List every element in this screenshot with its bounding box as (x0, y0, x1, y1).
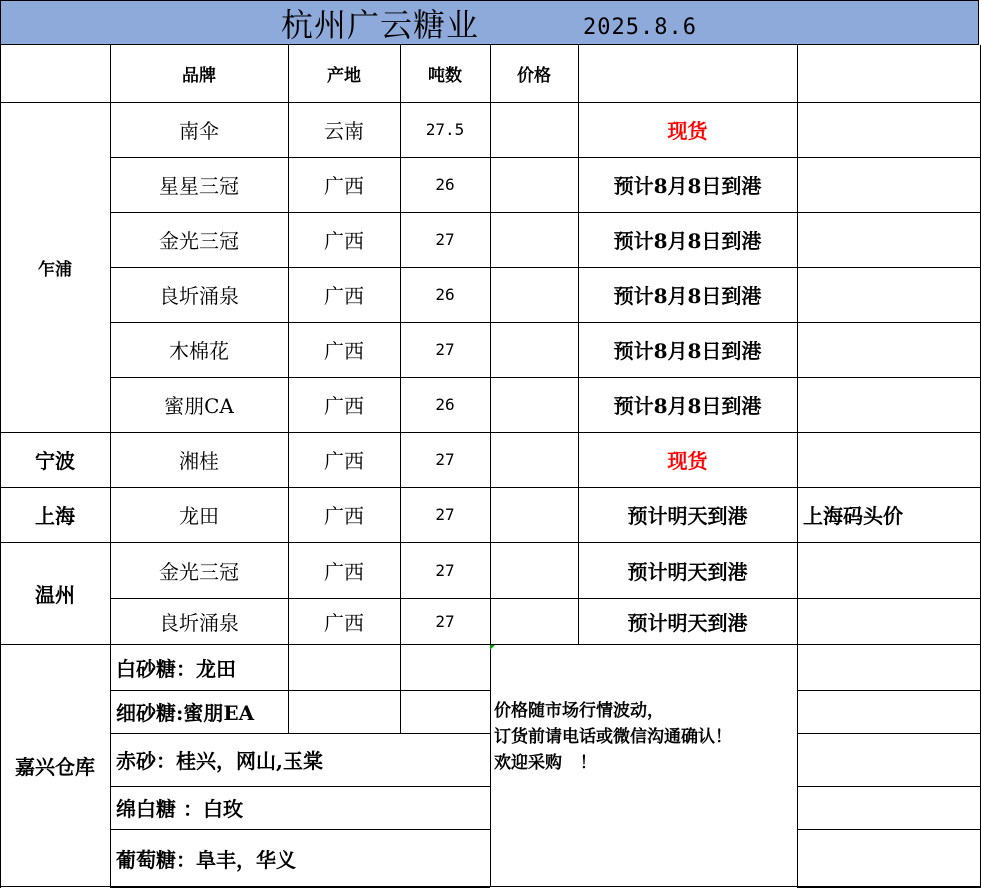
brand-cell: 木棉花 (169, 339, 229, 363)
warehouse-item: 葡萄糖：阜丰，华义 (116, 847, 296, 872)
grid-line (578, 487, 579, 542)
grid-line (578, 432, 579, 487)
status-cell: 预计明天到港 (627, 559, 748, 584)
grid-line (797, 829, 980, 830)
grid-line (578, 542, 579, 598)
grid-line (110, 45, 111, 102)
grid-line (110, 322, 111, 377)
grid-line (400, 45, 401, 102)
grid-line (490, 45, 491, 102)
grid-line (578, 157, 579, 212)
warehouse-item: 赤砂：桂兴，网山,玉棠 (116, 749, 323, 773)
grid-line (797, 212, 798, 267)
grid-line (110, 542, 111, 598)
origin-cell: 广西 (324, 229, 364, 253)
grid-line (110, 487, 111, 542)
grid-line (797, 733, 980, 734)
tons-cell: 27 (435, 230, 455, 249)
status-cell: 预计8月8日到港 (613, 229, 762, 253)
grid-line (400, 212, 401, 267)
tons-cell: 27 (435, 560, 455, 580)
header-brand: 品牌 (182, 66, 216, 86)
grid-line (288, 487, 289, 542)
origin-cell: 广西 (324, 449, 364, 473)
grid-line (490, 432, 491, 487)
warehouse-item: 白砂糖：龙田 (116, 656, 236, 681)
company-title: 杭州广云糖业 (281, 6, 480, 44)
header-price: 价格 (517, 66, 551, 86)
notice-text (494, 698, 732, 776)
origin-cell: 广西 (324, 284, 364, 308)
grid-line (110, 432, 111, 487)
status-cell: 现货 (667, 449, 708, 473)
grid-line (490, 487, 491, 542)
grid-line (578, 598, 579, 644)
tons-cell: 26 (435, 395, 455, 414)
brand-cell: 湘桂 (179, 449, 219, 473)
grid-line (578, 212, 579, 267)
notice-line: 价格随市场行情波动， (494, 701, 664, 721)
grid-line (288, 45, 289, 102)
brand-cell: 金光三冠 (159, 229, 239, 253)
grid-line (797, 644, 798, 887)
grid-line (400, 267, 401, 322)
grid-line (490, 212, 491, 267)
location-3: 温州 (35, 582, 75, 607)
notice-line: 订货前请电话或微信沟通确认！ (494, 727, 732, 747)
grid-line (578, 322, 579, 377)
grid-line (797, 157, 798, 212)
price-cell (490, 542, 578, 598)
grid-line (288, 598, 289, 644)
sheet-date: 2025.8.6 (583, 15, 697, 40)
grid-line (400, 102, 401, 157)
title-bar (0, 0, 979, 45)
grid-line (110, 212, 111, 267)
notice-line: 欢迎采购 ！ (494, 753, 597, 773)
status-cell: 预计明天到港 (627, 504, 748, 528)
grid-line (400, 690, 401, 733)
grid-line (797, 45, 798, 102)
status-cell: 预计8月8日到港 (613, 394, 762, 418)
grid-line (288, 690, 289, 733)
grid-line (288, 377, 289, 432)
remark-cell (797, 598, 980, 644)
brand-cell: 龙田 (179, 504, 219, 528)
grid-line (797, 542, 798, 598)
grid-line (288, 267, 289, 322)
grid-line (490, 644, 491, 887)
brand-cell: 金光三冠 (159, 559, 239, 584)
status-cell: 预计8月8日到港 (613, 174, 762, 198)
origin-cell: 广西 (324, 559, 364, 584)
grid-line (797, 377, 798, 432)
grid-line (400, 322, 401, 377)
price-cell (490, 432, 578, 487)
origin-cell: 广西 (324, 504, 364, 528)
brand-cell: 星星三冠 (159, 174, 239, 198)
price-cell (490, 487, 578, 542)
grid-line (797, 690, 980, 691)
grid-line (400, 644, 401, 690)
price-cell (490, 322, 578, 377)
status-cell: 现货 (667, 119, 708, 143)
warehouse-empty (288, 644, 400, 690)
grid-line (578, 45, 579, 102)
grid-line (797, 322, 798, 377)
grid-line (288, 644, 289, 690)
grid-line (578, 102, 579, 157)
remark-cell: 上海码头价 (803, 504, 903, 528)
grid-line (578, 377, 579, 432)
grid-line (578, 267, 579, 322)
grid-line (288, 432, 289, 487)
grid-line (400, 487, 401, 542)
origin-cell: 广西 (324, 610, 364, 635)
grid-line (0, 886, 980, 887)
grid-line (110, 157, 111, 212)
brand-cell: 南伞 (179, 119, 219, 143)
comment-marker-icon (490, 645, 495, 650)
status-cell: 预计8月8日到港 (613, 339, 762, 363)
location-2: 上海 (35, 504, 75, 528)
location-1: 宁波 (35, 449, 75, 473)
remark-cell (797, 322, 980, 377)
grid-line (490, 377, 491, 432)
grid-line (288, 102, 289, 157)
grid-line (490, 542, 491, 598)
tons-cell: 27.5 (425, 120, 465, 139)
location-warehouse: 嘉兴仓库 (15, 755, 95, 779)
grid-line (400, 542, 401, 598)
grid-line (400, 377, 401, 432)
origin-cell: 广西 (324, 174, 364, 198)
brand-cell: 良圻涌泉 (159, 284, 239, 308)
grid-line (490, 322, 491, 377)
tons-cell: 26 (435, 285, 455, 304)
brand-cell: 蜜朋CA (164, 394, 234, 418)
grid-line (110, 102, 111, 157)
grid-line (400, 432, 401, 487)
origin-cell: 广西 (324, 394, 364, 418)
grid-line (288, 542, 289, 598)
tons-cell: 27 (435, 450, 455, 469)
remark-cell (797, 267, 980, 322)
grid-line (797, 102, 798, 157)
location-0: 乍浦 (38, 259, 72, 280)
warehouse-empty (288, 690, 400, 733)
header-tons: 吨数 (428, 66, 462, 86)
remark-cell (797, 212, 980, 267)
grid-line (797, 432, 798, 487)
grid-line (797, 267, 798, 322)
origin-cell: 广西 (324, 339, 364, 363)
price-cell (490, 212, 578, 267)
remark-cell (797, 432, 980, 487)
price-cell (490, 157, 578, 212)
grid-line (0, 45, 1, 888)
grid-line (490, 598, 491, 644)
grid-line (400, 598, 401, 644)
grid-line (288, 157, 289, 212)
origin-cell: 云南 (324, 119, 364, 143)
grid-line (797, 487, 798, 542)
tons-cell: 27 (435, 611, 455, 631)
tons-cell: 27 (435, 340, 455, 359)
price-cell (490, 267, 578, 322)
status-cell: 预计8月8日到港 (613, 284, 762, 308)
header-origin: 产地 (327, 66, 361, 86)
grid-line (797, 598, 798, 644)
price-cell (490, 598, 578, 644)
grid-line (110, 377, 111, 432)
grid-line (797, 786, 980, 787)
grid-line (400, 157, 401, 212)
brand-cell: 良圻涌泉 (159, 610, 239, 635)
warehouse-item: 绵白糖 ：白玫 (116, 797, 243, 821)
warehouse-item: 细砂糖:蜜朋EA (116, 701, 255, 725)
remark-cell (797, 157, 980, 212)
grid-line (110, 267, 111, 322)
price-cell (490, 377, 578, 432)
grid-line (490, 267, 491, 322)
remark-cell (797, 542, 980, 598)
price-cell (490, 102, 578, 157)
remark-cell (797, 377, 980, 432)
tons-cell: 27 (435, 505, 455, 524)
grid-line (490, 157, 491, 212)
grid-line (490, 102, 491, 157)
tons-cell: 26 (435, 175, 455, 194)
grid-line (110, 598, 111, 644)
grid-line (288, 212, 289, 267)
remark-cell (797, 102, 980, 157)
grid-line (288, 322, 289, 377)
status-cell: 预计明天到港 (627, 610, 748, 635)
